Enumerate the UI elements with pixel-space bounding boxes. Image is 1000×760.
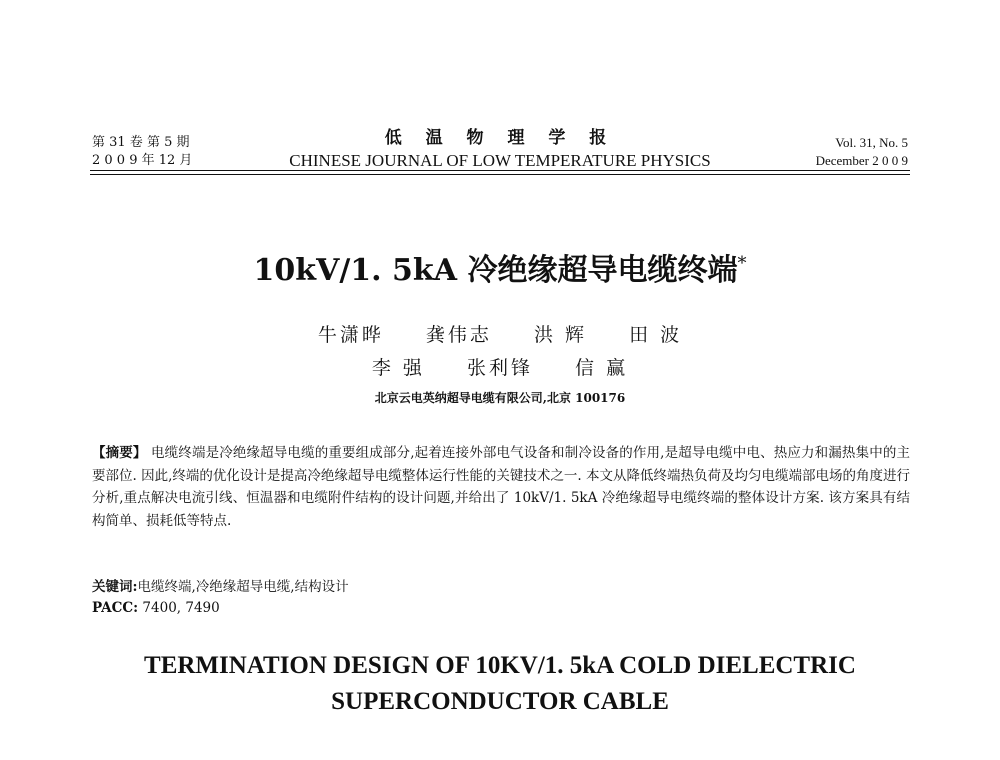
volume-issue-en: Vol. 31, No. 5 [835, 135, 908, 150]
author-name: 田 波 [629, 324, 683, 346]
keywords-text: 电缆终端,冷绝缘超导电缆,结构设计 [137, 579, 349, 595]
paper-title-en [0, 648, 1000, 720]
paper-title-en-line-1: TERMINATION DESIGN OF 10KV/1. 5kA COLD DIELECTRIC [144, 652, 856, 679]
header-rule-bottom [90, 174, 910, 175]
pacc [92, 598, 220, 618]
abstract [92, 442, 910, 532]
author-name: 李 强 [371, 357, 425, 379]
author-name: 信 赢 [575, 357, 629, 379]
date-cn: 2 0 0 9 年 12 月 [92, 153, 193, 168]
pacc-codes: 7400, 7490 [142, 600, 220, 616]
volume-issue-cn: 第 31 卷 第 5 期 [92, 135, 190, 150]
author-name: 张利锋 [466, 357, 533, 379]
author-name: 洪 辉 [533, 324, 588, 346]
journal-name-en: CHINESE JOURNAL OF LOW TEMPERATURE PHYSICS [289, 151, 711, 170]
header-left [92, 134, 192, 170]
authors-line-1 [0, 322, 1000, 348]
paper-title-cn [0, 244, 1000, 291]
journal-name-cn: 低 温 物 理 学 报 [384, 128, 616, 148]
title-footnote-mark: * [737, 253, 747, 274]
abstract-label: 【摘要】 [92, 445, 147, 461]
affiliation: 北京云电英纳超导电缆有限公司,北京 100176 [374, 391, 626, 405]
paper-title-cn-text: 10kV/1. 5kA 冷绝缘超导电缆终端 [253, 253, 738, 288]
pacc-label: PACC: [92, 600, 139, 616]
author-name: 龚伟志 [425, 324, 492, 346]
author-name: 牛潇晔 [317, 324, 384, 346]
date-en: December 2 0 0 9 [815, 153, 908, 168]
header-center [255, 126, 745, 172]
paper-title-en-line-2: SUPERCONDUCTOR CABLE [331, 688, 669, 715]
header-rule-top [90, 170, 910, 171]
header-right [816, 134, 908, 170]
abstract-text: 电缆终端是冷绝缘超导电缆的重要组成部分,起着连接外部电气设备和制冷设备的作用,是超导电缆中电、热应力和漏热集中的主要部位. 因此,终端的优化设计是提高冷绝缘超导电缆整体运行性能的关键技术之一. 本文从降低终端热负荷及均匀电缆端部电场的角度进行分析,重点解决电流引线、恒温器和电缆附件结构的设计问题,并给出了 10kV/1. 5kA 冷绝缘超导电缆终端的整体设计方案. 该方案具有结构简单、损耗低等特点. [92, 445, 911, 529]
keywords [92, 577, 349, 597]
keywords-label: 关键词: [92, 579, 138, 595]
authors-line-2 [0, 355, 1000, 381]
